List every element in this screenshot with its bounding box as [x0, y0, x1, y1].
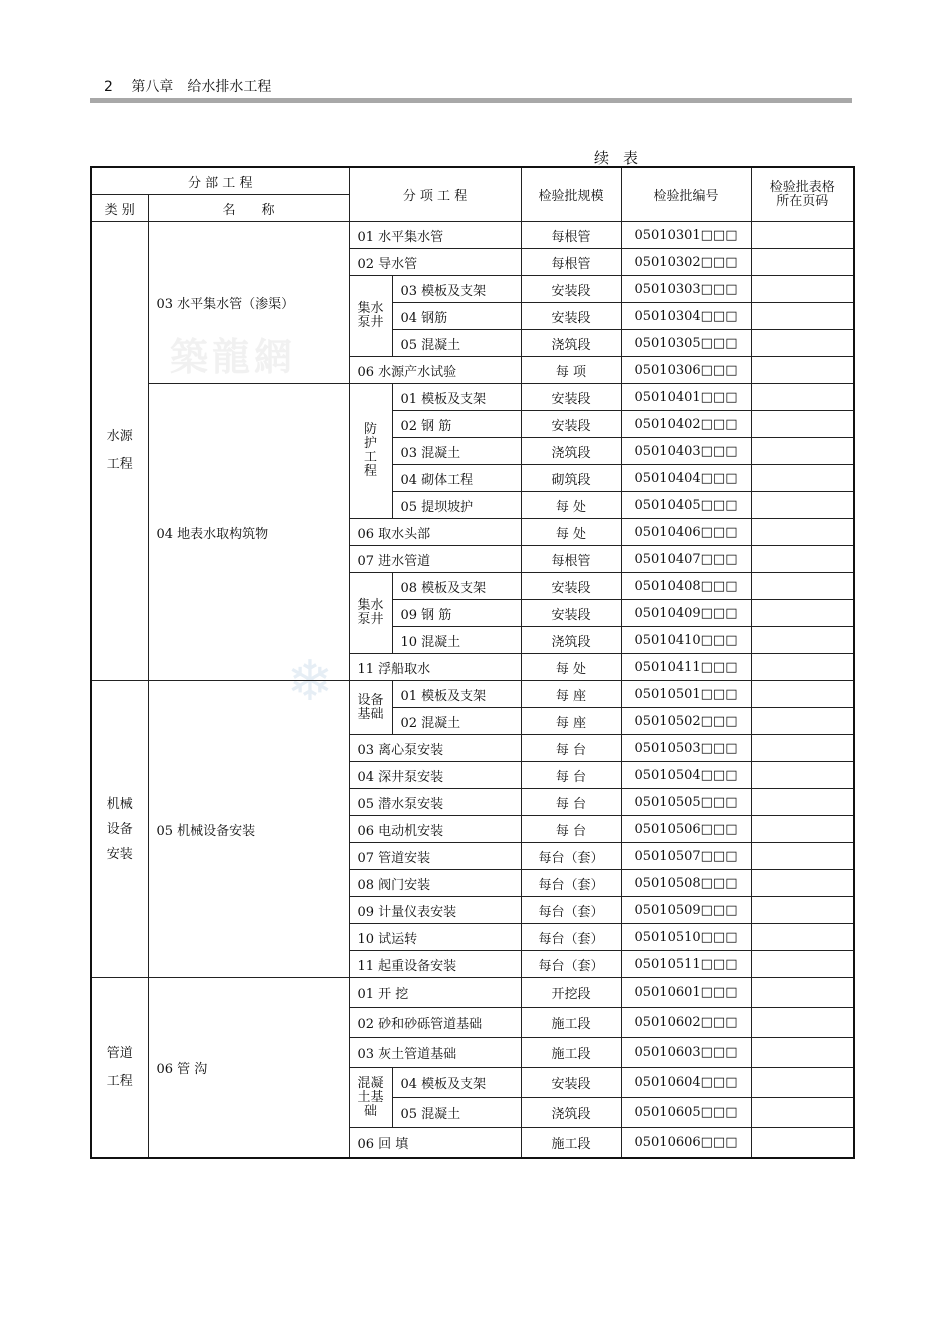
- category-cell: 管道工程: [91, 978, 148, 1159]
- code-cell: 05010603□□□: [621, 1038, 751, 1068]
- scale-cell: 施工段: [521, 1008, 621, 1038]
- name-cell: 05 机械设备安装: [148, 681, 349, 978]
- header-number: 检验批编号: [621, 167, 751, 222]
- scale-cell: 每台（套）: [521, 924, 621, 951]
- item-cell: 06 水源产水试验: [349, 357, 521, 384]
- page-cell: [751, 654, 854, 681]
- category-cell: 机械设备安装: [91, 681, 148, 978]
- page-cell: [751, 816, 854, 843]
- page-cell: [751, 762, 854, 789]
- item-cell: 06 取水头部: [349, 519, 521, 546]
- code-cell: 05010408□□□: [621, 573, 751, 600]
- header-rule: [90, 98, 852, 103]
- item-cell: 07 管道安装: [349, 843, 521, 870]
- page-cell: [751, 492, 854, 519]
- item-cell: 06 电动机安装: [349, 816, 521, 843]
- scale-cell: 砌筑段: [521, 465, 621, 492]
- scale-cell: 浇筑段: [521, 627, 621, 654]
- item-cell: 03 混凝土: [392, 438, 521, 465]
- name-cell: 06 管 沟: [148, 978, 349, 1159]
- chapter-title: 第八章 给水排水工程: [131, 79, 272, 95]
- item-cell: 11 起重设备安装: [349, 951, 521, 978]
- scale-cell: 每台（套）: [521, 870, 621, 897]
- scale-cell: 每 台: [521, 762, 621, 789]
- page-cell: [751, 627, 854, 654]
- header-fenbu: 分 部 工 程: [91, 167, 349, 195]
- code-cell: 05010506□□□: [621, 816, 751, 843]
- page-cell: [751, 1038, 854, 1068]
- name-cell: 03 水平集水管（渗渠）: [148, 222, 349, 384]
- subgroup-cell: 混凝土基础: [349, 1068, 392, 1128]
- code-cell: 05010409□□□: [621, 600, 751, 627]
- table-caption: 续表: [594, 149, 653, 167]
- code-cell: 05010602□□□: [621, 1008, 751, 1038]
- code-cell: 05010302□□□: [621, 249, 751, 276]
- code-cell: 05010405□□□: [621, 492, 751, 519]
- scale-cell: 每根管: [521, 546, 621, 573]
- scale-cell: 安装段: [521, 1068, 621, 1098]
- code-cell: 05010503□□□: [621, 735, 751, 762]
- page-cell: [751, 600, 854, 627]
- scale-cell: 浇筑段: [521, 330, 621, 357]
- page-cell: [751, 1008, 854, 1038]
- snowflake-watermark-icon: ❄: [286, 649, 334, 714]
- subgroup-cell: 防护工程: [349, 384, 392, 519]
- code-cell: 05010606□□□: [621, 1128, 751, 1159]
- item-cell: 02 导水管: [349, 249, 521, 276]
- page-cell: [751, 357, 854, 384]
- page-cell: [751, 465, 854, 492]
- page-cell: [751, 438, 854, 465]
- scale-cell: 每 处: [521, 654, 621, 681]
- item-cell: 09 计量仪表安装: [349, 897, 521, 924]
- code-cell: 05010301□□□: [621, 222, 751, 249]
- code-cell: 05010507□□□: [621, 843, 751, 870]
- item-cell: 04 砌体工程: [392, 465, 521, 492]
- page-cell: [751, 1098, 854, 1128]
- scale-cell: 安装段: [521, 573, 621, 600]
- scale-cell: 每 台: [521, 789, 621, 816]
- page-number: 2: [104, 79, 113, 95]
- item-cell: 01 开 挖: [349, 978, 521, 1008]
- page-cell: [751, 1128, 854, 1159]
- scale-cell: 每台（套）: [521, 897, 621, 924]
- item-cell: 05 提坝坡护: [392, 492, 521, 519]
- subgroup-cell: 集水泵井: [349, 276, 392, 357]
- scale-cell: 每 台: [521, 735, 621, 762]
- scale-cell: 每台（套）: [521, 843, 621, 870]
- code-cell: 05010505□□□: [621, 789, 751, 816]
- item-cell: 05 混凝土: [392, 330, 521, 357]
- name-cell: 04 地表水取构筑物: [148, 384, 349, 681]
- code-cell: 05010304□□□: [621, 303, 751, 330]
- code-cell: 05010604□□□: [621, 1068, 751, 1098]
- code-cell: 05010306□□□: [621, 357, 751, 384]
- page-cell: [751, 384, 854, 411]
- code-cell: 05010601□□□: [621, 978, 751, 1008]
- scale-cell: 每 项: [521, 357, 621, 384]
- item-cell: 03 模板及支架: [392, 276, 521, 303]
- code-cell: 05010401□□□: [621, 384, 751, 411]
- page-cell: [751, 573, 854, 600]
- code-cell: 05010508□□□: [621, 870, 751, 897]
- item-cell: 10 混凝土: [392, 627, 521, 654]
- item-cell: 02 钢 筋: [392, 411, 521, 438]
- item-cell: 02 砂和砂砾管道基础: [349, 1008, 521, 1038]
- page-cell: [751, 411, 854, 438]
- code-cell: 05010406□□□: [621, 519, 751, 546]
- code-cell: 05010504□□□: [621, 762, 751, 789]
- item-cell: 04 深井泵安装: [349, 762, 521, 789]
- scale-cell: 每 座: [521, 708, 621, 735]
- page-cell: [751, 303, 854, 330]
- page-cell: [751, 330, 854, 357]
- page-cell: [751, 222, 854, 249]
- page-cell: [751, 1068, 854, 1098]
- page-cell: [751, 924, 854, 951]
- watermark: 築龍網: [170, 334, 297, 379]
- item-cell: 08 模板及支架: [392, 573, 521, 600]
- header-scale: 检验批规模: [521, 167, 621, 222]
- item-cell: 02 混凝土: [392, 708, 521, 735]
- scale-cell: 安装段: [521, 303, 621, 330]
- item-cell: 08 阀门安装: [349, 870, 521, 897]
- scale-cell: 每 处: [521, 519, 621, 546]
- subgroup-cell: 集水泵井: [349, 573, 392, 654]
- scale-cell: 每台（套）: [521, 951, 621, 978]
- code-cell: 05010509□□□: [621, 897, 751, 924]
- scale-cell: 每 座: [521, 681, 621, 708]
- scale-cell: 安装段: [521, 384, 621, 411]
- item-cell: 01 模板及支架: [392, 384, 521, 411]
- page-cell: [751, 789, 854, 816]
- header-fenxiang: 分 项 工 程: [349, 167, 521, 222]
- page-cell: [751, 843, 854, 870]
- code-cell: 05010511□□□: [621, 951, 751, 978]
- page-cell: [751, 897, 854, 924]
- page-cell: [751, 519, 854, 546]
- item-cell: 04 钢筋: [392, 303, 521, 330]
- item-cell: 03 灰土管道基础: [349, 1038, 521, 1068]
- scale-cell: 安装段: [521, 276, 621, 303]
- page-cell: [751, 708, 854, 735]
- code-cell: 05010305□□□: [621, 330, 751, 357]
- code-cell: 05010410□□□: [621, 627, 751, 654]
- scale-cell: 每 处: [521, 492, 621, 519]
- item-cell: 01 模板及支架: [392, 681, 521, 708]
- page-cell: [751, 870, 854, 897]
- header-category: 类 别: [91, 195, 148, 222]
- scale-cell: 安装段: [521, 600, 621, 627]
- inspection-batch-table: [90, 166, 855, 1159]
- item-cell: 05 潜水泵安装: [349, 789, 521, 816]
- code-cell: 05010403□□□: [621, 438, 751, 465]
- code-cell: 05010501□□□: [621, 681, 751, 708]
- scale-cell: 浇筑段: [521, 438, 621, 465]
- item-cell: 03 离心泵安装: [349, 735, 521, 762]
- category-cell: 水源工程: [91, 222, 148, 681]
- code-cell: 05010303□□□: [621, 276, 751, 303]
- scale-cell: 开挖段: [521, 978, 621, 1008]
- code-cell: 05010404□□□: [621, 465, 751, 492]
- scale-cell: 浇筑段: [521, 1098, 621, 1128]
- code-cell: 05010407□□□: [621, 546, 751, 573]
- item-cell: 10 试运转: [349, 924, 521, 951]
- scale-cell: 每根管: [521, 249, 621, 276]
- item-cell: 07 进水管道: [349, 546, 521, 573]
- code-cell: 05010411□□□: [621, 654, 751, 681]
- scale-cell: 安装段: [521, 411, 621, 438]
- item-cell: 01 水平集水管: [349, 222, 521, 249]
- scale-cell: 每 台: [521, 816, 621, 843]
- item-cell: 04 模板及支架: [392, 1068, 521, 1098]
- header-name: 名 称: [148, 195, 349, 222]
- item-cell: 11 浮船取水: [349, 654, 521, 681]
- code-cell: 05010605□□□: [621, 1098, 751, 1128]
- item-cell: 05 混凝土: [392, 1098, 521, 1128]
- header-page: 检验批表格所在页码: [751, 167, 854, 222]
- page-cell: [751, 951, 854, 978]
- item-cell: 06 回 填: [349, 1128, 521, 1159]
- item-cell: 09 钢 筋: [392, 600, 521, 627]
- code-cell: 05010510□□□: [621, 924, 751, 951]
- page-cell: [751, 276, 854, 303]
- page-cell: [751, 681, 854, 708]
- page-cell: [751, 546, 854, 573]
- page-cell: [751, 735, 854, 762]
- page-cell: [751, 978, 854, 1008]
- code-cell: 05010502□□□: [621, 708, 751, 735]
- page-cell: [751, 249, 854, 276]
- scale-cell: 施工段: [521, 1128, 621, 1159]
- subgroup-cell: 设备基础: [349, 681, 392, 735]
- scale-cell: 每根管: [521, 222, 621, 249]
- code-cell: 05010402□□□: [621, 411, 751, 438]
- scale-cell: 施工段: [521, 1038, 621, 1068]
- page-header: [104, 76, 271, 96]
